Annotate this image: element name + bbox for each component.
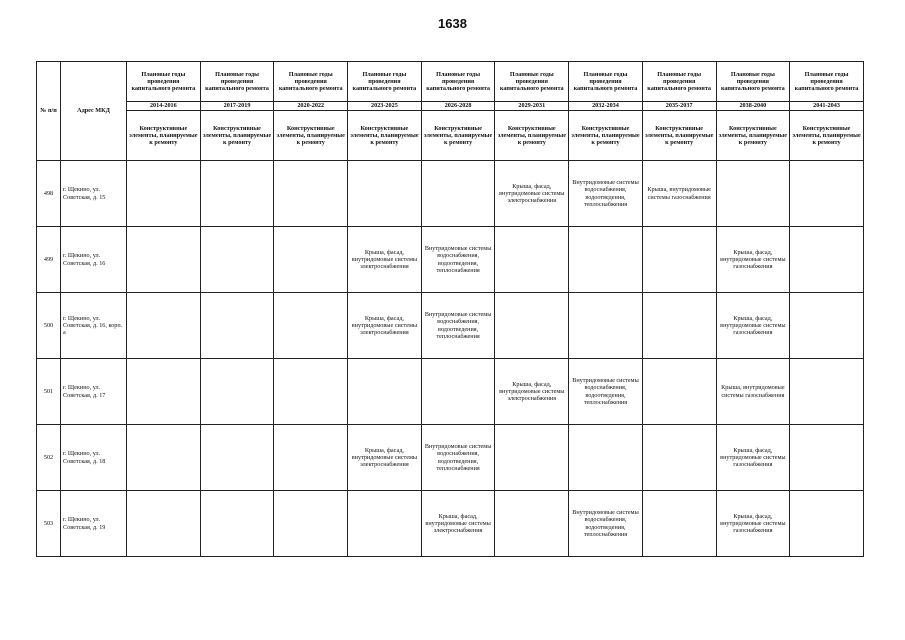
header-elements: Конструктивные элементы, планируемые к ремонту xyxy=(421,111,495,161)
header-plan: Плановые годы проведения капитального ремонта xyxy=(642,62,716,102)
header-elements: Конструктивные элементы, планируемые к ремонту xyxy=(716,111,790,161)
table-cell xyxy=(274,227,348,293)
table-cell xyxy=(790,227,864,293)
row-address: г. Щекино, ул. Советская, д. 16 xyxy=(61,227,127,293)
table-cell: Крыша, фасад, внутридомовые системы газоснабжения xyxy=(716,491,790,557)
table-cell xyxy=(127,161,201,227)
table-row xyxy=(37,425,864,491)
table-cell: Внутридомовые системы водоснабжения, водоотведения, теплоснабжения xyxy=(569,491,643,557)
header-years: 2038-2040 xyxy=(716,102,790,111)
table-cell xyxy=(642,293,716,359)
table-cell xyxy=(200,161,274,227)
table-cell: Крыша, фасад, внутридомовые системы газоснабжения xyxy=(716,293,790,359)
table-cell xyxy=(274,293,348,359)
table-cell xyxy=(790,359,864,425)
table-cell xyxy=(642,491,716,557)
table-cell xyxy=(200,293,274,359)
header-elements: Конструктивные элементы, планируемые к ремонту xyxy=(274,111,348,161)
header-plan: Плановые годы проведения капитального ремонта xyxy=(348,62,422,102)
table-cell xyxy=(274,425,348,491)
table-cell xyxy=(421,161,495,227)
table-cell xyxy=(274,161,348,227)
header-elements: Конструктивные элементы, планируемые к ремонту xyxy=(200,111,274,161)
row-number: 501 xyxy=(37,359,61,425)
table-cell xyxy=(790,293,864,359)
table-cell: Внутридомовые системы водоснабжения, водоотведения, теплоснабжения xyxy=(421,227,495,293)
table-cell xyxy=(200,359,274,425)
table-cell: Крыша, фасад, внутридомовые системы электроснабжения xyxy=(348,425,422,491)
table-cell xyxy=(127,491,201,557)
table-cell: Внутридомовые системы водоснабжения, водоотведения, теплоснабжения xyxy=(421,425,495,491)
table-cell: Крыша, фасад, внутридомовые системы электроснабжения xyxy=(421,491,495,557)
table-cell xyxy=(569,293,643,359)
header-plan: Плановые годы проведения капитального ремонта xyxy=(274,62,348,102)
page-number: 1638 xyxy=(438,16,467,31)
table-cell xyxy=(127,293,201,359)
row-address: г. Щекино, ул. Советская, д. 17 xyxy=(61,359,127,425)
table-cell xyxy=(642,425,716,491)
table-cell xyxy=(127,425,201,491)
header-elements: Конструктивные элементы, планируемые к ремонту xyxy=(348,111,422,161)
header-plan: Плановые годы проведения капитального ремонта xyxy=(716,62,790,102)
table-cell xyxy=(495,425,569,491)
table-cell xyxy=(348,161,422,227)
row-number: 500 xyxy=(37,293,61,359)
header-elements: Конструктивные элементы, планируемые к ремонту xyxy=(495,111,569,161)
table-cell xyxy=(127,359,201,425)
header-address: Адрес МКД xyxy=(61,62,127,161)
row-number: 499 xyxy=(37,227,61,293)
table-cell xyxy=(569,227,643,293)
table-cell xyxy=(790,491,864,557)
table-cell: Крыша, внутридомовые системы газоснабжения xyxy=(642,161,716,227)
table-cell: Крыша, фасад, внутридомовые системы электроснабжения xyxy=(495,161,569,227)
header-years: 2041-2043 xyxy=(790,102,864,111)
table-cell xyxy=(642,359,716,425)
table-cell: Крыша, внутридомовые системы газоснабжения xyxy=(716,359,790,425)
table-cell xyxy=(495,227,569,293)
table-cell xyxy=(274,491,348,557)
header-elements: Конструктивные элементы, планируемые к ремонту xyxy=(642,111,716,161)
header-plan: Плановые годы проведения капитального ремонта xyxy=(421,62,495,102)
table-cell: Крыша, фасад, внутридомовые системы электроснабжения xyxy=(348,293,422,359)
row-number: 502 xyxy=(37,425,61,491)
header-plan: Плановые годы проведения капитального ремонта xyxy=(127,62,201,102)
table-cell xyxy=(495,293,569,359)
table-cell xyxy=(495,491,569,557)
header-years: 2026-2028 xyxy=(421,102,495,111)
header-number: № п/п xyxy=(37,62,61,161)
header-plan: Плановые годы проведения капитального ремонта xyxy=(790,62,864,102)
header-elements: Конструктивные элементы, планируемые к ремонту xyxy=(569,111,643,161)
header-years: 2014-2016 xyxy=(127,102,201,111)
table-cell xyxy=(200,227,274,293)
header-years: 2035-2037 xyxy=(642,102,716,111)
table-header xyxy=(37,62,864,161)
table-cell: Внутридомовые системы водоснабжения, водоотведения, теплоснабжения xyxy=(421,293,495,359)
table-cell: Внутридомовые системы водоснабжения, водоотведения, теплоснабжения xyxy=(569,161,643,227)
table-cell: Крыша, фасад, внутридомовые системы электроснабжения xyxy=(348,227,422,293)
table-cell xyxy=(200,491,274,557)
table-row xyxy=(37,491,864,557)
table-cell xyxy=(716,161,790,227)
header-years: 2023-2025 xyxy=(348,102,422,111)
table-cell: Крыша, фасад, внутридомовые системы газоснабжения xyxy=(716,425,790,491)
table-row xyxy=(37,359,864,425)
table-cell xyxy=(790,161,864,227)
table-row xyxy=(37,227,864,293)
header-years: 2029-2031 xyxy=(495,102,569,111)
row-number: 498 xyxy=(37,161,61,227)
header-plan: Плановые годы проведения капитального ремонта xyxy=(495,62,569,102)
table-cell xyxy=(569,425,643,491)
table-cell: Крыша, фасад, внутридомовые системы электроснабжения xyxy=(495,359,569,425)
row-number: 503 xyxy=(37,491,61,557)
row-address: г. Щекино, ул. Советская, д. 19 xyxy=(61,491,127,557)
row-address: г. Щекино, ул. Советская, д. 16, корп. а xyxy=(61,293,127,359)
table-body xyxy=(37,161,864,557)
table-row xyxy=(37,293,864,359)
table-cell xyxy=(200,425,274,491)
table-row xyxy=(37,161,864,227)
table-cell: Крыша, фасад, внутридомовые системы газоснабжения xyxy=(716,227,790,293)
row-address: г. Щекино, ул. Советская, д. 15 xyxy=(61,161,127,227)
table-cell xyxy=(421,359,495,425)
table-cell xyxy=(127,227,201,293)
header-plan: Плановые годы проведения капитального ремонта xyxy=(569,62,643,102)
header-elements: Конструктивные элементы, планируемые к ремонту xyxy=(790,111,864,161)
header-elements: Конструктивные элементы, планируемые к ремонту xyxy=(127,111,201,161)
header-plan: Плановые годы проведения капитального ремонта xyxy=(200,62,274,102)
table-cell xyxy=(348,359,422,425)
header-years: 2017-2019 xyxy=(200,102,274,111)
capital-repair-table xyxy=(36,61,864,557)
table-cell: Внутридомовые системы водоснабжения, водоотведения, теплоснабжения xyxy=(569,359,643,425)
table-cell xyxy=(348,491,422,557)
header-years: 2032-2034 xyxy=(569,102,643,111)
table-cell xyxy=(274,359,348,425)
table-cell xyxy=(642,227,716,293)
header-years: 2020-2022 xyxy=(274,102,348,111)
table-cell xyxy=(790,425,864,491)
row-address: г. Щекино, ул. Советская, д. 18 xyxy=(61,425,127,491)
